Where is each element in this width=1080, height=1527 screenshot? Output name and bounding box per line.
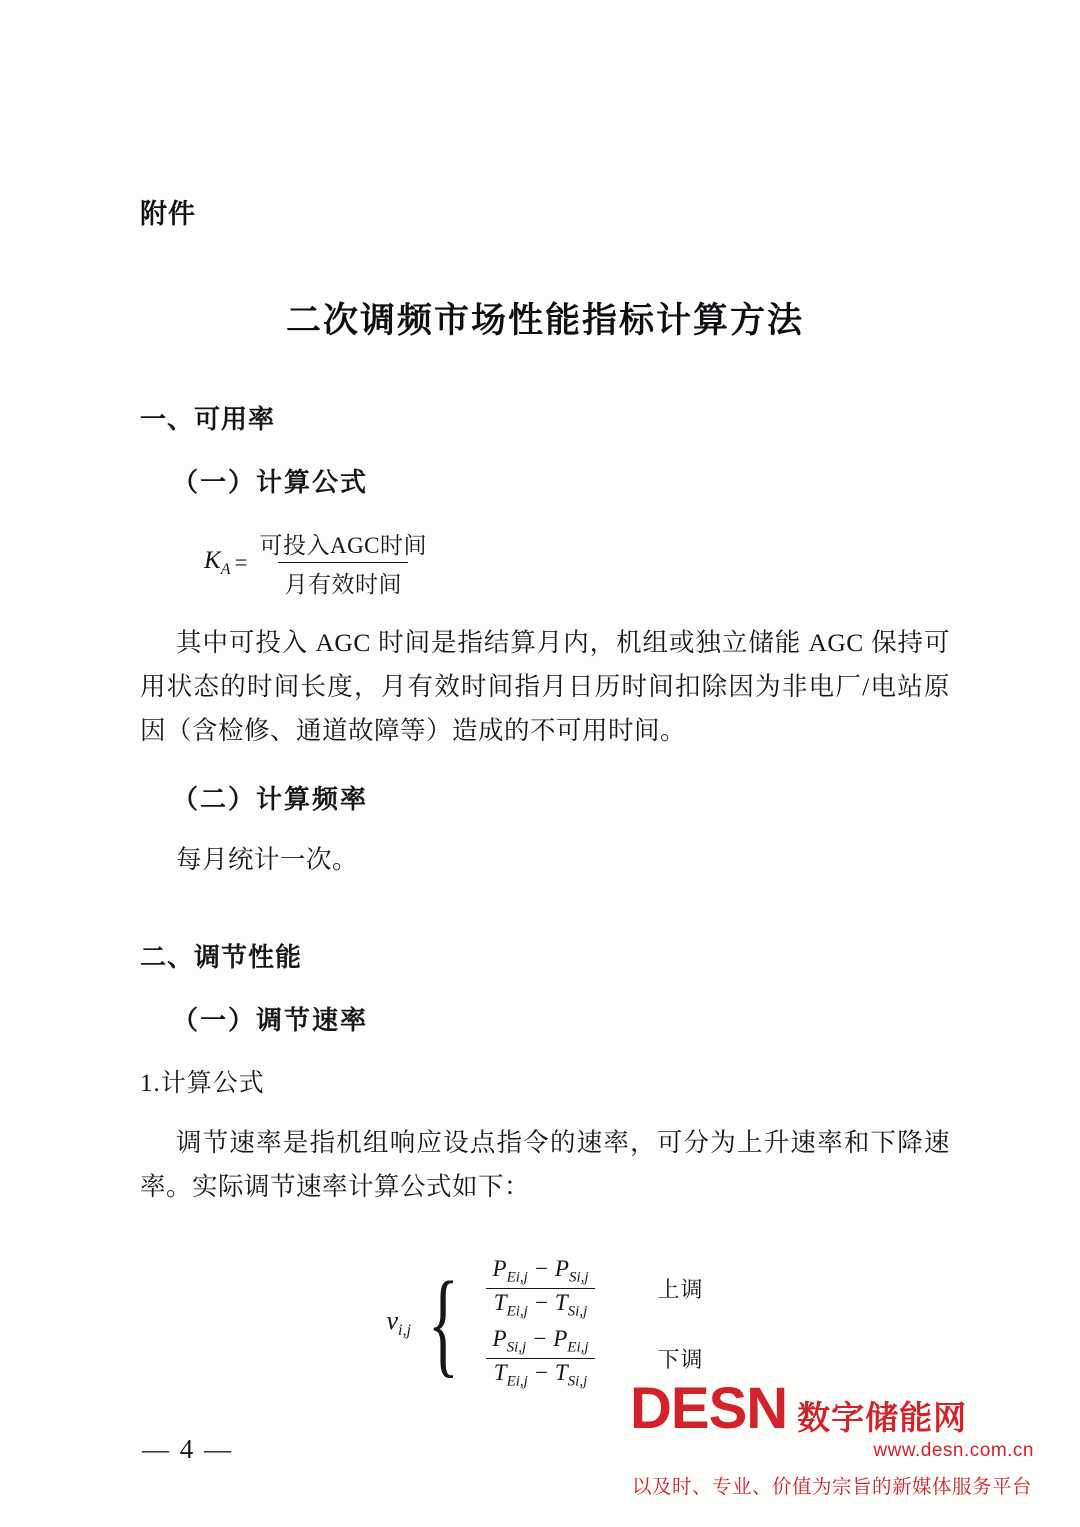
watermark-url: www.desn.com.cn	[873, 1440, 1034, 1461]
subsection-heading-1-2: （二）计算频率	[172, 784, 369, 814]
term-var: P	[553, 1326, 568, 1352]
formula2-numerator-up	[485, 1255, 597, 1288]
subsection-heading-2-1: （一）调节速率	[172, 1006, 369, 1036]
subsection-heading-1-1: （一）计算公式	[172, 468, 369, 497]
watermark	[630, 1376, 1034, 1499]
formula2-fraction-up	[466, 1255, 616, 1321]
formula2-lhs-var: v	[386, 1306, 398, 1336]
page-content	[140, 0, 950, 1392]
attachment-label: 附件	[140, 199, 196, 229]
term-subscript: Ei,j	[567, 1339, 589, 1356]
paragraph-rate-definition: 调节速率是指机组响应设点指令的速率，可分为上升速率和下降速率。实际调节速率计算公式如下：	[140, 1128, 950, 1202]
term-var: P	[492, 1326, 507, 1352]
formula2-case-label-up: 上调	[657, 1276, 704, 1302]
left-brace-glyph: {	[427, 1257, 459, 1389]
watermark-logo-text: DESN	[630, 1376, 788, 1441]
term-var: T	[493, 1359, 507, 1385]
term-operator: −	[533, 1289, 550, 1315]
formula2-lhs-subscript: i,j	[398, 1322, 411, 1340]
term-var: T	[493, 1289, 507, 1315]
formula2-cases	[466, 1255, 704, 1391]
term-operator: −	[533, 1256, 550, 1282]
formula-denominator: 月有效时间	[278, 562, 408, 599]
term-subscript: Ei,j	[506, 1269, 528, 1286]
paragraph-availability-definition: 其中可投入 AGC 时间是指结算月内，机组或独立储能 AGC 保持可用状态的时间长度，月有效时间指月日历时间扣除因为非电厂/电站原因（含检修、通道故障等）造成的不可用时间。	[140, 628, 950, 745]
term-subscript: Ei,j	[506, 1303, 528, 1320]
term-operator: −	[533, 1359, 550, 1385]
watermark-slogan: 以及时、专业、价值为宗旨的新媒体服务平台	[631, 1476, 1032, 1498]
term-subscript: Si,j	[567, 1303, 588, 1320]
formula2-case-label-down: 下调	[657, 1346, 704, 1372]
paragraph-frequency: 每月统计一次。	[176, 844, 359, 874]
term-subscript: Ei,j	[506, 1373, 528, 1390]
term-var: T	[554, 1359, 568, 1385]
formula2-denominator-down	[486, 1358, 595, 1392]
formula2-denominator-up	[486, 1288, 595, 1322]
formula2-numerator-down	[485, 1325, 597, 1358]
section-heading-1: 一、可用率	[140, 404, 276, 434]
formula-availability-rate	[140, 527, 950, 599]
subsection-item-2-1-1: 1.计算公式	[140, 1070, 265, 1098]
term-subscript: Si,j	[506, 1339, 527, 1356]
term-var: P	[492, 1256, 507, 1282]
formula2-fraction-down	[466, 1325, 616, 1391]
formula-lhs-subscript: A	[220, 561, 231, 578]
formula-lhs-var: K	[204, 547, 221, 574]
page-number: — 4 —	[142, 1434, 233, 1464]
term-var: P	[554, 1256, 569, 1282]
term-operator: −	[531, 1326, 548, 1352]
watermark-brand-cn: 数字储能网	[797, 1399, 968, 1437]
formula-numerator: 可投入AGC时间	[259, 533, 428, 558]
formula-fraction	[253, 527, 433, 599]
formula2-case-row	[466, 1255, 704, 1321]
formula-lhs	[204, 547, 230, 579]
section-heading-2: 二、调节性能	[140, 942, 303, 973]
term-var: T	[554, 1289, 568, 1315]
term-subscript: Si,j	[568, 1269, 589, 1286]
formula2-lhs	[386, 1306, 410, 1340]
watermark-brand-row	[630, 1376, 1034, 1441]
term-subscript: Si,j	[567, 1373, 588, 1390]
formula-regulation-rate	[140, 1255, 950, 1391]
formula-equals-sign: =	[234, 550, 248, 575]
page-title: 二次调频市场性能指标计算方法	[285, 301, 804, 340]
